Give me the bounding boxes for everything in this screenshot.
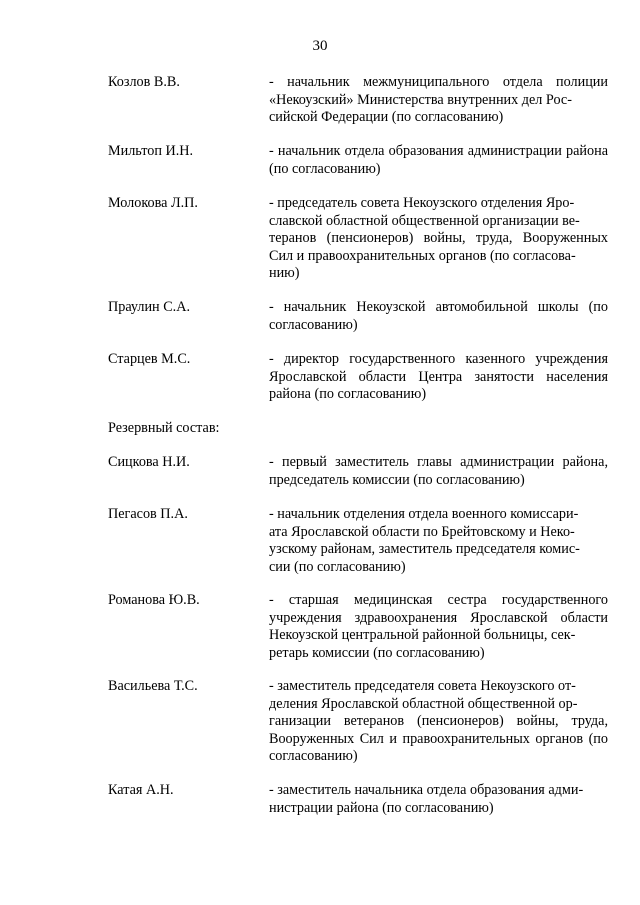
page-number: 30 (312, 38, 328, 54)
member-name: Романова Ю.В. (108, 592, 200, 608)
member-name: Мильтоп И.Н. (108, 143, 194, 159)
member-name: Катая А.Н. (108, 782, 174, 798)
member-description: - директор государственного казенного учреждения Ярославской области Центра занятости населения района (по согласованию) (269, 351, 608, 402)
member-name: Сицкова Н.И. (108, 454, 190, 470)
member-description: - председатель совета Некоузского отделения Яро- славской областной общественной организации ве- теранов (пенсионеров) войны, труда, Вооруженных Сил и правоохранительных органов (по согласова- нию) (269, 195, 608, 281)
member-description: - начальник отделения отдела военного комиссари- ата Ярославской области по Брейтовскому и Неко- узскому районам, заместитель председателя комис- сии (по согласованию) (269, 506, 580, 575)
member-description: - начальник межмуниципального отдела полиции «Некоузский» Министерства внутренних дел Рос- сийской Федерации (по согласованию) (269, 74, 608, 125)
member-name: Козлов В.В. (108, 74, 180, 90)
member-name: Васильева Т.С. (108, 678, 198, 694)
member-name: Молокова Л.П. (108, 195, 198, 211)
member-description: - старшая медицинская сестра государственного учреждения здравоохранения Ярославской области Некоузской центральной районной больницы, сек- ретарь комиссии (по согласованию) (269, 592, 608, 661)
member-description: - начальник отдела образования администрации района (по согласованию) (269, 143, 608, 177)
member-description: - заместитель начальника отдела образования адми- нистрации района (по согласованию) (269, 782, 584, 816)
member-name: Пегасов П.А. (108, 506, 188, 522)
member-description: - заместитель председателя совета Некоузского от- деления Ярославской областной общественной ор- ганизации ветеранов (пенсионеров) войны, труда, Вооруженных Сил и правоохранительных органов (по согласованию) (269, 678, 608, 764)
reserve-section-label: Резервный состав: (108, 420, 220, 436)
member-name: Старцев М.С. (108, 351, 191, 367)
member-name: Праулин С.А. (108, 299, 190, 315)
member-description: - первый заместитель главы администрации района, председатель комиссии (по согласованию) (269, 454, 608, 488)
member-description: - начальник Некоузской автомобильной школы (по согласованию) (269, 299, 608, 333)
